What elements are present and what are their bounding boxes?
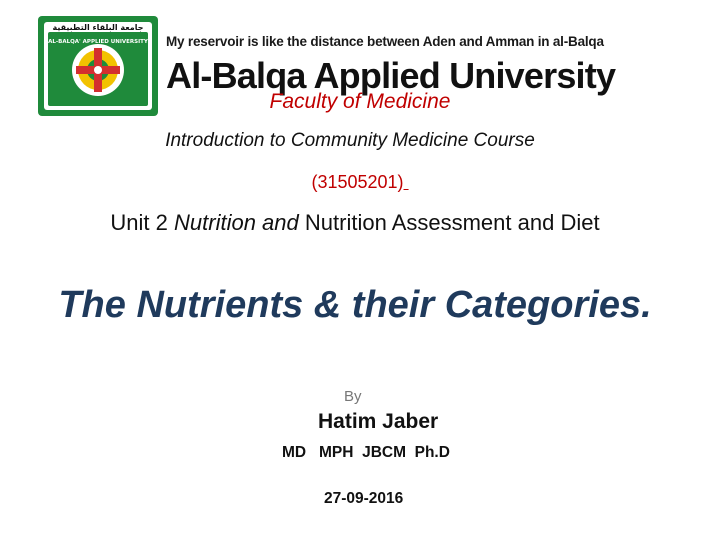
course-code-underline: [404, 172, 409, 192]
faculty-name: Faculty of Medicine: [269, 90, 451, 113]
university-motto: My reservoir is like the distance between Aden and Amman in al-Balqa: [166, 34, 604, 49]
unit-prefix: Unit 2: [110, 210, 175, 235]
course-name: Introduction to Community Medicine Course: [165, 130, 535, 151]
unit-suffix: Nutrition Assessment and Diet: [298, 210, 600, 235]
unit-heading: [0, 210, 710, 236]
slide-title: The Nutrients & their Categories.: [58, 284, 652, 326]
university-name: Al-Balqa Applied University: [166, 55, 616, 96]
unit-italic-part: Nutrition and: [174, 210, 299, 235]
author-degrees: MD MPH JBCM Ph.D: [282, 444, 450, 461]
course-code: [0, 172, 720, 193]
course-code-value: (31505201): [311, 172, 404, 192]
seal-english-text: AL-BALQA' APPLIED UNIVERSITY: [48, 39, 148, 45]
presentation-date: 27-09-2016: [324, 490, 404, 507]
by-label: By: [344, 388, 362, 405]
seal-arabic-text: جامعة البلقاء التطبيقية: [52, 23, 144, 32]
author-name: Hatim Jaber: [318, 410, 439, 433]
